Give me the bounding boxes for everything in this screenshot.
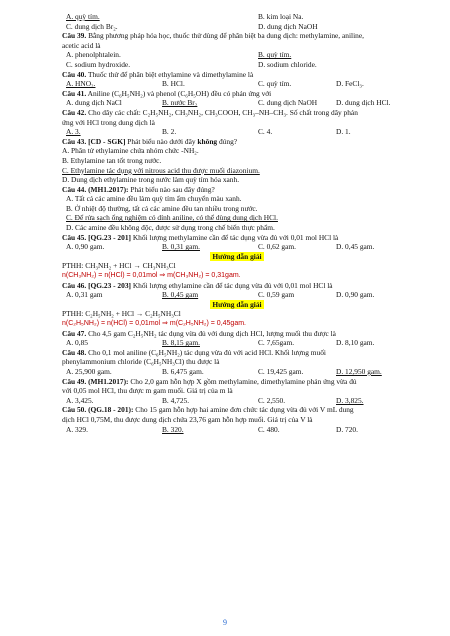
question-number: Câu 41. bbox=[62, 88, 87, 98]
option-c: C. dung dịch NaOH bbox=[258, 98, 318, 108]
option-row bbox=[62, 79, 412, 89]
option-b: B. 2. bbox=[162, 127, 177, 137]
option-c: C. 19,425 gam. bbox=[258, 366, 304, 376]
option-b: B. 8,15 gam. bbox=[162, 338, 200, 348]
question-number: Câu 48. bbox=[62, 347, 87, 357]
calculation bbox=[62, 271, 412, 281]
question-text: Cho 0,1 mol aniline (C₆H₅NH₂) tác dụng vừa đủ với acid HCl. Khối lượng muối bbox=[86, 347, 326, 357]
option-d: D. 12,950 gam. bbox=[336, 366, 382, 376]
reaction-equation bbox=[62, 309, 412, 319]
option-row bbox=[62, 50, 412, 60]
option-a: A. phenolphtalein. bbox=[66, 50, 121, 60]
option-b bbox=[62, 156, 412, 166]
question-text-cont bbox=[62, 118, 412, 128]
option-text: D. Các amine đều không độc, được sử dụng trong chế biến thực phẩm. bbox=[66, 223, 275, 233]
question-text-cont bbox=[62, 386, 412, 396]
option-c: C. dung dịch Br₂. bbox=[66, 21, 118, 31]
question-48 bbox=[62, 348, 412, 358]
option-d: D. 0,45 gam. bbox=[336, 242, 375, 252]
option-b: B. 320. bbox=[162, 424, 184, 434]
question-text: Cho 4,5 gam C₂H₅NH₂ tác dụng vừa đủ với dung dịch HCl, lượng muối thu được là bbox=[86, 328, 336, 338]
option-c: C. sodium hydroxide. bbox=[66, 59, 131, 69]
option-row bbox=[62, 22, 412, 32]
option-row bbox=[62, 60, 412, 70]
option-a: A. quỳ tím. bbox=[66, 12, 100, 21]
question-text-cont bbox=[62, 357, 412, 367]
question-number: Câu 39. bbox=[62, 31, 87, 41]
question-number: Câu 50. (QG.18 - 201): bbox=[62, 405, 134, 415]
question-text: với 0,05 mol HCl, thu được m gam muối. Giá trị của m là bbox=[62, 386, 233, 396]
option-a bbox=[62, 146, 412, 156]
question-text: Cho dãy các chất: C₂H₅NH₂, CH₃NH₂, CH₃COOH, CH₃–NH–CH₃. Số chất trong dãy phản bbox=[86, 107, 358, 117]
question-50 bbox=[62, 405, 412, 415]
document-body bbox=[62, 12, 412, 434]
question-40 bbox=[62, 70, 412, 80]
question-49 bbox=[62, 377, 412, 387]
equation-text: PTHH: CH₃NH₂ + HCl → CH₃NH₃Cl bbox=[62, 261, 176, 271]
question-47 bbox=[62, 329, 412, 339]
option-text: A. Phân tử ethylamine chứa nhóm chức -NH₂. bbox=[62, 146, 199, 156]
option-d: D. 720. bbox=[336, 424, 358, 434]
option-text: C. Để rửa sạch ống nghiệm có dính aniline, có thể dùng dung dịch HCl. bbox=[66, 213, 278, 223]
question-number: Câu 44. (MH1.2017): bbox=[62, 184, 129, 194]
question-43 bbox=[62, 137, 412, 147]
option-c: C. 2,550. bbox=[258, 395, 286, 405]
option-c: C. 4. bbox=[258, 127, 273, 137]
question-42 bbox=[62, 108, 412, 118]
calculation-text: n(C₂H₅NH₂) = n(HCl) = 0,01mol ⇒ m(C₂H₅NH₂) = 0,45gam. bbox=[62, 320, 246, 327]
solution-heading bbox=[62, 252, 412, 262]
option-b bbox=[62, 204, 412, 214]
option-c bbox=[62, 166, 412, 176]
question-41 bbox=[62, 89, 412, 99]
question-number: Câu 49. (MH1.2017): bbox=[62, 376, 129, 386]
question-text: Aniline (C₆H₅NH₂) và phenol (C₆H₅OH) đều có phản ứng với bbox=[86, 88, 272, 98]
question-text: Cho 15 gam hỗn hợp hai amine đơn chức tác dụng vừa đủ với V mL dung bbox=[133, 405, 354, 415]
option-row bbox=[62, 425, 412, 435]
option-text: A. Tất cả các amine đều làm quỳ tím ẩm chuyển màu xanh. bbox=[66, 194, 242, 204]
option-b: B. kim loại Na. bbox=[258, 12, 304, 21]
option-d: D. dung dịch HCl. bbox=[336, 98, 391, 108]
solution-heading-text: Hướng dẫn giải bbox=[212, 299, 262, 309]
option-row bbox=[62, 290, 412, 300]
equation-text: PTHH: C₂H₅NH₂ + HCl → C₂H₅NH₃Cl bbox=[62, 309, 181, 319]
option-row bbox=[62, 127, 412, 137]
option-text: C. Ethylamine tác dụng với nitrous acid thu được muối diazonium. bbox=[62, 165, 260, 175]
question-text: Bằng phương pháp hóa học, thuốc thử dùng để phân biệt ba dung dịch: methylamine, aniline, bbox=[86, 31, 364, 41]
question-text: dịch HCl 0,75M, thu được dung dịch chứa 23,76 gam hỗn hợp muối. Giá trị của V là bbox=[62, 414, 313, 424]
question-text: phenylammonium chloride (C₆H₅NH₃Cl) thu được là bbox=[62, 357, 220, 367]
question-44 bbox=[62, 185, 412, 195]
question-text-cont bbox=[62, 41, 412, 51]
question-number: Câu 47. bbox=[62, 328, 87, 338]
option-text: D. Dung dịch ethylamine trong nước làm quỳ tím hóa xanh. bbox=[62, 175, 240, 185]
question-number: Câu 45. [QG.23 - 201] bbox=[62, 232, 131, 242]
option-a: A. 25,900 gam. bbox=[66, 366, 112, 376]
question-number: Câu 40. bbox=[62, 69, 87, 79]
reaction-equation bbox=[62, 261, 412, 271]
option-d: D. 1. bbox=[336, 127, 351, 137]
option-a: A. 329. bbox=[66, 424, 88, 434]
option-row bbox=[62, 367, 412, 377]
option-d: D. sodium chloride. bbox=[258, 59, 317, 69]
option-b: B. quỳ tím. bbox=[258, 50, 292, 60]
option-row bbox=[62, 12, 412, 22]
option-b: B. 6,475 gam. bbox=[162, 366, 204, 376]
solution-heading-text: Hướng dẫn giải bbox=[212, 251, 262, 261]
question-text-cont bbox=[62, 415, 412, 425]
option-b: B. 4,725. bbox=[162, 395, 190, 405]
question-emphasis: không bbox=[197, 136, 218, 146]
question-text: Thuốc thử để phân biệt ethylamine và dimethylamine là bbox=[86, 69, 254, 79]
question-text: Khối lượng methylamine cần để tác dụng vừa đủ với 0,01 mol HCl là bbox=[130, 232, 339, 242]
question-text: acetic acid là bbox=[62, 40, 101, 50]
option-b: B. 0,45 gam bbox=[162, 290, 199, 300]
option-c: C. quỳ tím. bbox=[258, 79, 292, 89]
option-a: A. 3. bbox=[66, 127, 81, 137]
option-d: D. 3,825. bbox=[336, 395, 364, 405]
option-a bbox=[62, 194, 412, 204]
option-a: A. dung dịch NaCl bbox=[66, 98, 122, 108]
option-c bbox=[62, 213, 412, 223]
question-45 bbox=[62, 233, 412, 243]
option-c: C. 0,59 gam bbox=[258, 290, 295, 300]
option-a: A. 0,90 gam. bbox=[66, 242, 105, 252]
question-text-end: đúng? bbox=[217, 136, 238, 146]
question-39 bbox=[62, 31, 412, 41]
option-b: B. HCl. bbox=[162, 79, 185, 89]
question-46 bbox=[62, 281, 412, 291]
option-c: C. 0,62 gam. bbox=[258, 242, 296, 252]
calculation-text: n(CH₃NH₂) = n(HCl) = 0,01mol ⇒ m(CH₃NH₂) = 0,31gam. bbox=[62, 272, 241, 280]
option-b: B. nước Br₂ bbox=[162, 98, 198, 108]
option-text: B. Ethylamine tan tốt trong nước. bbox=[62, 155, 162, 165]
question-text: ứng với HCl trong dung dịch là bbox=[62, 117, 155, 127]
calculation bbox=[62, 319, 412, 329]
option-d: D. dung dịch NaOH bbox=[258, 21, 318, 31]
question-number: Câu 42. bbox=[62, 107, 87, 117]
question-text: Phát biểu nào dưới đây bbox=[125, 136, 198, 146]
question-text: Cho 2,0 gam hỗn hợp X gồm methylamine, dimethylamine phản ứng vừa đủ bbox=[128, 376, 357, 386]
option-c: C. 480. bbox=[258, 424, 280, 434]
question-number: Câu 43. [CD - SGK] bbox=[62, 136, 126, 146]
option-c: C. 7,65gam. bbox=[258, 338, 295, 348]
option-d bbox=[62, 223, 412, 233]
option-d: D. 8,10 gam. bbox=[336, 338, 375, 348]
option-a: A. 0,31 gam bbox=[66, 290, 103, 300]
option-row bbox=[62, 396, 412, 406]
option-d: D. FeCl₃. bbox=[336, 79, 364, 89]
option-b: B. 0,31 gam. bbox=[162, 242, 200, 252]
option-a: A. 3,425. bbox=[66, 395, 94, 405]
option-d: D. 0,90 gam. bbox=[336, 290, 375, 300]
solution-heading bbox=[62, 300, 412, 310]
option-a: A. 0,85 bbox=[66, 338, 88, 348]
option-row bbox=[62, 338, 412, 348]
option-row bbox=[62, 242, 412, 252]
option-a: A. HNO₂. bbox=[66, 79, 96, 89]
option-text: B. Ở nhiệt độ thường, tất cả các amine đều tan nhiều trong nước. bbox=[66, 203, 258, 213]
page-number: 9 bbox=[223, 618, 227, 627]
question-number: Câu 46. [QG.23 - 203] bbox=[62, 280, 131, 290]
question-text: Khối lượng ethylamine cần để tác dụng vừa đủ với 0,01 mol HCl là bbox=[130, 280, 333, 290]
option-row bbox=[62, 98, 412, 108]
question-text: Phát biểu nào sau đây đúng? bbox=[128, 184, 215, 194]
option-d bbox=[62, 175, 412, 185]
